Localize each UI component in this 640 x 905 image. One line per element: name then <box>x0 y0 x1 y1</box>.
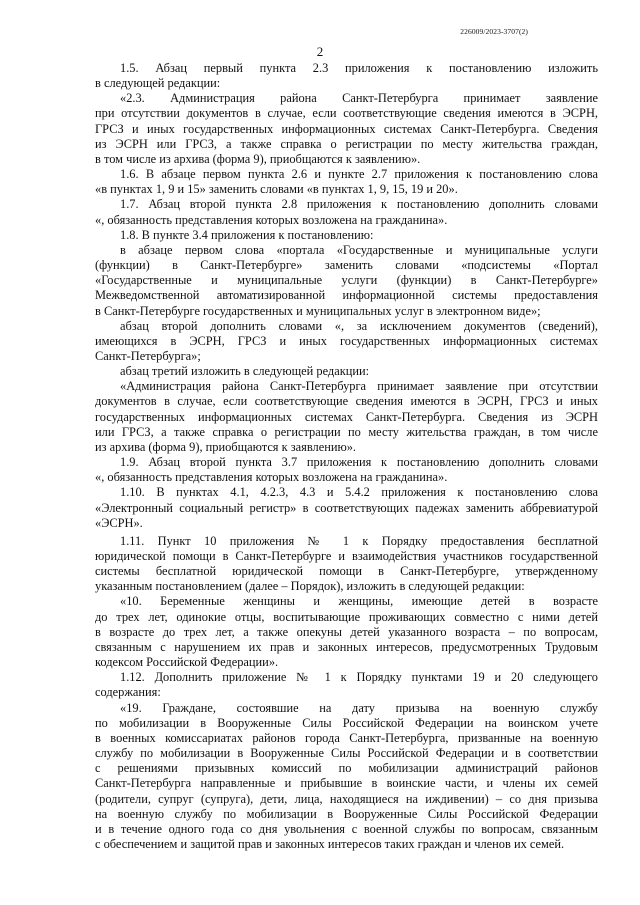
text-line: 1.11. Пункт 10 приложения № 1 к Порядку предоставления бесплатной <box>120 533 598 548</box>
text-line: 1.9. Абзац второй пункта 3.7 приложения к постановлению дополнить словами <box>120 455 598 470</box>
text-line: документов в случае, если соответствующие сведения имеются в ЭСРН, ГРСЗ и иных <box>95 394 598 409</box>
text-line: (функции) в Санкт-Петербурге» заменить словами «подсистемы «Портал <box>95 258 598 273</box>
text-line: (родители, супруг (супруга), дети, лица, находящиеся на иждивении) – со дня призыва <box>95 791 598 806</box>
text-line: «19. Граждане, состоявшие на дату призыва на военную службу <box>120 700 598 715</box>
text-line: «Государственные и муниципальные услуги (функции) в Санкт-Петербурге» <box>95 273 598 288</box>
text-line: указанным постановлением (далее – Порядок), изложить в следующей редакции: <box>95 579 525 594</box>
text-line: из архива (форма 9), приобщаются к заявлению». <box>95 439 357 454</box>
text-line: из ЭСРН или ГРСЗ, а также справка о регистрации по месту жительства граждан, <box>95 136 598 151</box>
text-line: системы бесплатной юридической помощи в Санкт-Петербурге, утвержденному <box>95 564 598 579</box>
text-line: «в пунктах 1, 9 и 15» заменить словами «в пунктах 1, 9, 15, 19 и 20». <box>95 182 458 197</box>
text-line: или ГРСЗ, а также справка о регистрации по месту жительства граждан, в том числе <box>95 424 598 439</box>
text-line: 1.8. В пункте 3.4 приложения к постановлению: <box>120 227 374 242</box>
text-line: абзац третий изложить в следующей редакции: <box>120 364 370 379</box>
text-line: с решениями призывных комиссий по мобилизации администраций районов <box>95 761 598 776</box>
text-line: юридической помощи в Санкт-Петербурге и взаимодействия участников государственной <box>95 549 598 563</box>
text-line: до трех лет, одинокие отцы, воспитывающие проживающих совместно с ними детей <box>95 609 598 624</box>
text-line: 1.6. В абзаце первом пункта 2.6 и пункте 2.7 приложения к постановлению слова <box>120 167 598 182</box>
text-line: абзац второй дополнить словами «, за исключением документов (сведений), <box>120 318 598 333</box>
text-line: «10. Беременные женщины и женщины, имеющие детей в возрасте <box>120 594 598 609</box>
text-line: Межведомственной автоматизированной информационной системы предоставления <box>95 288 598 303</box>
document-number: 226009/2023-3707(2) <box>460 27 528 36</box>
text-line: в том числе из архива (форма 9), приобщаются к заявлению». <box>95 151 421 166</box>
text-line: в Санкт-Петербурге государственных и муниципальных услуг в электронном виде»; <box>95 303 541 318</box>
text-line: ГРСЗ и иных государственных информационных системах Санкт-Петербурга. Сведения <box>95 121 598 136</box>
text-line: имеющихся в ЭСРН, ГРСЗ и иных государственных информационных системах <box>95 333 598 348</box>
text-line: 1.7. Абзац второй пункта 2.8 приложения к постановлению дополнить словами <box>120 197 598 212</box>
text-line: в возрасте до трех лет, а также опекуны детей указанного возраста – по вопросам, <box>95 624 598 639</box>
text-line: «Электронный социальный регистр» в соответствующих падежах заменить аббревиатурой <box>95 500 598 515</box>
text-line: государственных информационных системах Санкт-Петербурга. Сведения из ЭСРН <box>95 409 598 424</box>
text-line: на военную службу по мобилизации в Вооруженные Силы Российской Федерации <box>95 806 598 821</box>
text-line: Санкт-Петербурга направленные и прибывшие в воинские части, и члены их семей <box>95 776 598 791</box>
text-line: «Администрация района Санкт-Петербурга принимает заявление при отсутствии <box>120 379 598 394</box>
text-line: кодексом Российской Федерации». <box>95 655 279 670</box>
text-line: связанным с нарушением их прав и законных интересов, предусмотренных Трудовым <box>95 639 598 654</box>
text-line: 1.12. Дополнить приложение № 1 к Порядку пунктами 19 и 20 следующего <box>120 670 598 685</box>
text-line: при отсутствии документов в случае, если соответствующие сведения имеются в ЭСРН, <box>95 106 598 121</box>
text-line: «2.3. Администрация района Санкт-Петербурга принимает заявление <box>120 91 598 106</box>
document-body <box>95 61 598 852</box>
text-line: по мобилизации в Вооруженные Силы Российской Федерации на воинском учете <box>95 715 598 730</box>
text-line: в военных комиссариатах районов города Санкт-Петербурга, призванные на военную <box>95 730 598 745</box>
text-line: 1.5. Абзац первый пункта 2.3 приложения к постановлению изложить <box>120 61 598 75</box>
text-line: и в течение одного года со дня увольнения с военной службы по вопросам, связанным <box>95 821 598 836</box>
page-number: 2 <box>316 44 324 59</box>
text-line: «, обязанность представления которых возложена на гражданина». <box>95 470 448 485</box>
text-line: Санкт-Петербурга»; <box>95 348 201 363</box>
text-line: в абзаце первом слова «портала «Государственные и муниципальные услуги <box>120 242 598 257</box>
text-line: 1.10. В пунктах 4.1, 4.2.3, 4.3 и 5.4.2 приложения к постановлению слова <box>120 485 598 500</box>
text-line: содержания: <box>95 685 161 700</box>
text-line: «ЭСРН». <box>95 515 143 530</box>
text-line: с обеспечением и защитой прав и законных интересов таких граждан и членов их семей. <box>95 836 565 851</box>
text-line: службу по мобилизации в Вооруженные Силы Российской Федерации и в соответствии <box>95 746 598 761</box>
text-line: «, обязанность представления которых возложена на гражданина». <box>95 212 448 227</box>
text-line: в следующей редакции: <box>95 76 221 91</box>
